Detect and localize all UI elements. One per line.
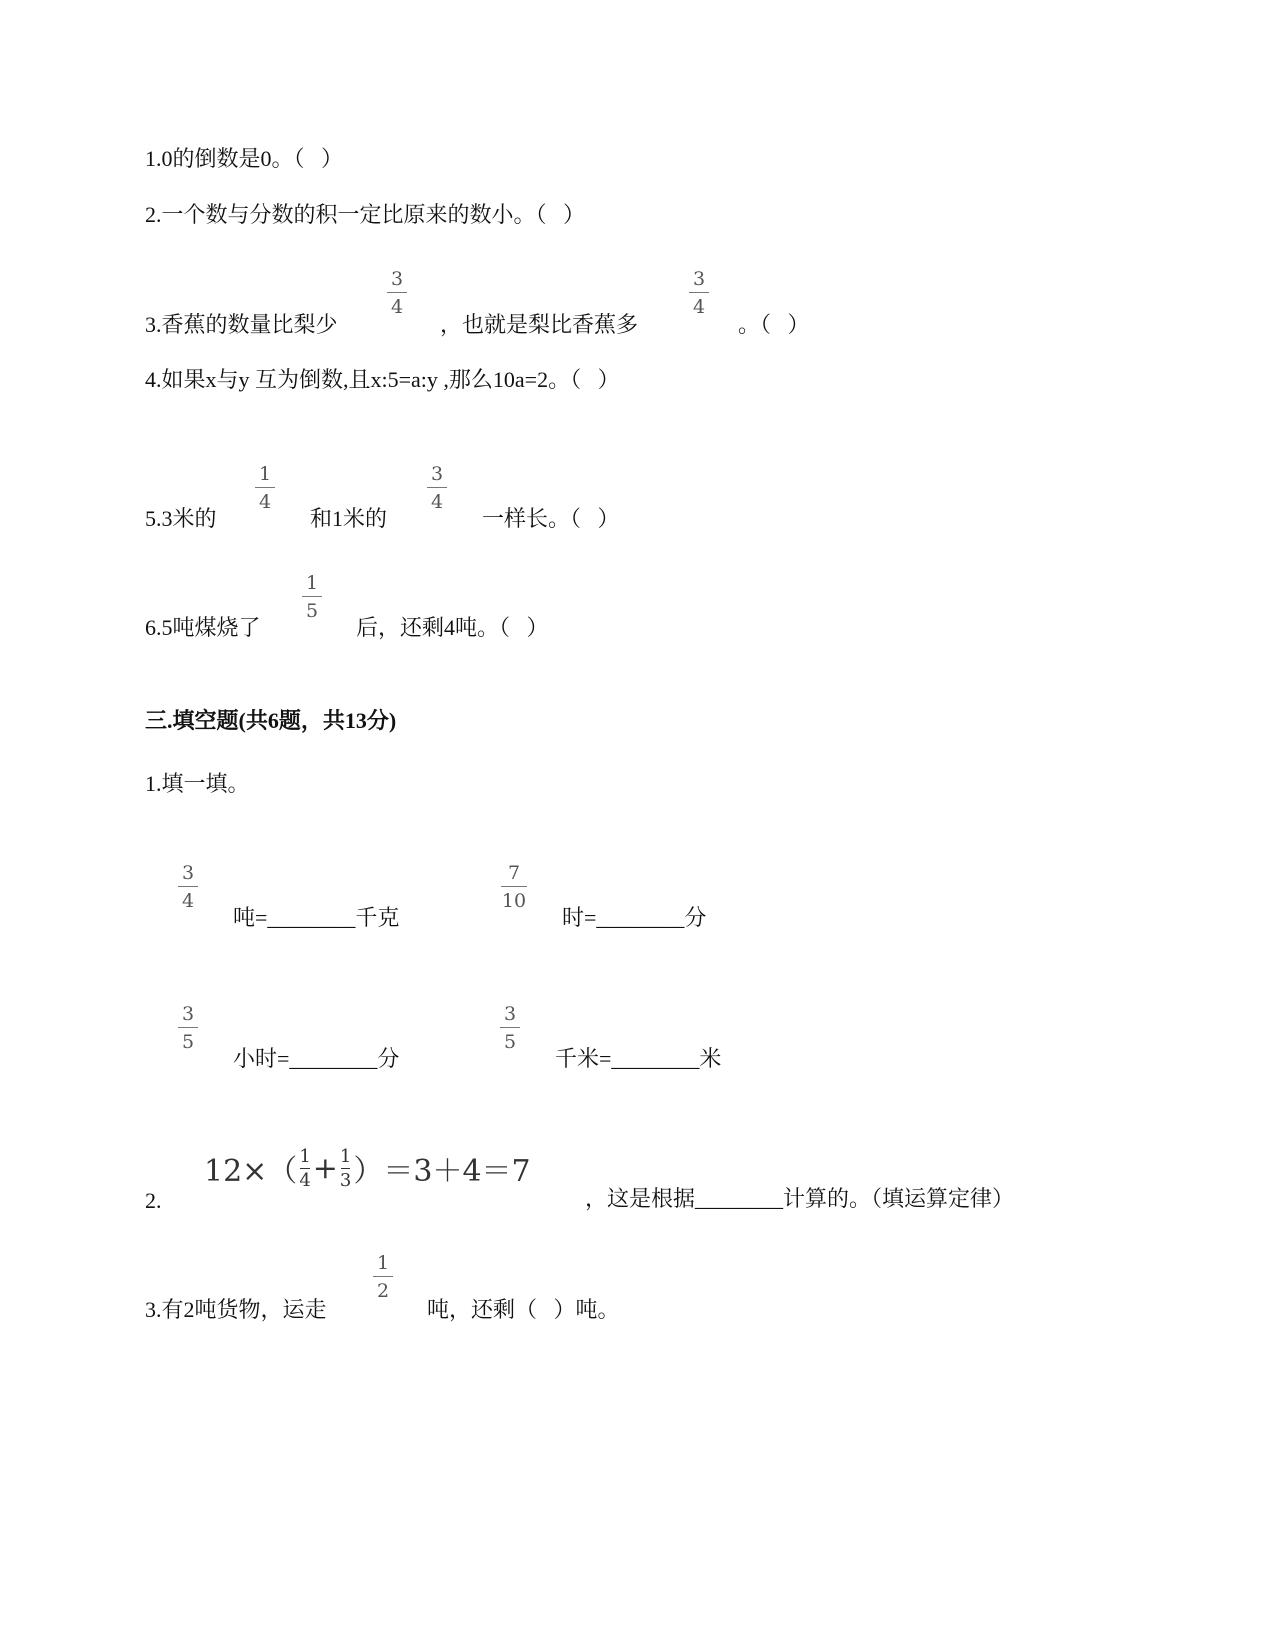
fraction	[382, 268, 412, 318]
fraction-bar	[178, 886, 198, 887]
section-title: 三.填空题(共6题，共13分)	[145, 708, 397, 733]
fill-q2-label: 2.	[145, 1188, 162, 1213]
judge-q2: 2.一个数与分数的积一定比原来的数小。（ ）	[145, 202, 586, 227]
fraction	[368, 1252, 398, 1302]
fraction-bar	[373, 1276, 393, 1277]
fraction-denominator: 10	[501, 890, 527, 912]
fraction	[340, 1147, 351, 1190]
fill-item: 时=________分	[562, 905, 707, 930]
fraction-denominator: 4	[181, 890, 195, 912]
fill-q3-part-b: 吨，还剩（ ）吨。	[427, 1297, 620, 1322]
judge-q3-part-c: 。（ ）	[738, 312, 810, 337]
fraction-numerator: 1	[339, 1145, 352, 1167]
formula-lead: 12×（	[204, 1154, 298, 1189]
judge-q1: 1.0的倒数是0。（ ）	[145, 146, 344, 171]
fraction	[297, 572, 327, 622]
judge-q6-part-b: 后，还剩4吨。（ ）	[356, 615, 549, 640]
judge-q3-part-a: 3.香蕉的数量比梨少	[145, 312, 338, 337]
fraction	[684, 268, 714, 318]
fraction-numerator: 1	[258, 463, 272, 485]
fraction-denominator: 5	[181, 1031, 195, 1053]
fraction-bar	[501, 886, 527, 887]
fraction-bar	[387, 292, 407, 293]
fraction-bar	[341, 1168, 350, 1169]
fraction	[250, 463, 280, 513]
fraction-numerator: 3	[692, 268, 706, 290]
fraction-bar	[500, 1027, 520, 1028]
judge-q4: 4.如果x与y 互为倒数,且x:5=a:y ,那么10a=2。（ ）	[145, 367, 620, 392]
fraction-denominator: 4	[299, 1169, 311, 1191]
fill-item: 小时=________分	[233, 1046, 400, 1071]
fraction-numerator: 7	[507, 862, 521, 884]
fraction-numerator: 1	[376, 1252, 390, 1274]
fraction	[173, 862, 203, 912]
fraction-denominator: 5	[503, 1031, 517, 1053]
formula-tail: ）＝3＋4＝7	[353, 1154, 531, 1189]
fill-item: 吨=________千克	[233, 905, 400, 930]
fraction-numerator: 3	[181, 862, 195, 884]
fraction-denominator: 4	[430, 491, 444, 513]
fraction-numerator: 1	[305, 572, 319, 594]
fraction-numerator: 3	[430, 463, 444, 485]
fill-q1-label: 1.填一填。	[145, 771, 250, 796]
fraction-numerator: 3	[503, 1003, 517, 1025]
judge-q5-part-a: 5.3米的	[145, 506, 217, 531]
fill-q3-part-a: 3.有2吨货物，运走	[145, 1297, 327, 1322]
judge-q3-part-b: ，也就是梨比香蕉多	[440, 312, 639, 337]
judge-q5-part-c: 一样长。（ ）	[482, 506, 620, 531]
fraction	[299, 1147, 310, 1190]
fraction-numerator: 3	[181, 1003, 195, 1025]
fraction	[422, 463, 452, 513]
judge-q5-part-b: 和1米的	[310, 506, 388, 531]
fraction-bar	[300, 1168, 309, 1169]
fraction-numerator: 3	[390, 268, 404, 290]
judge-q6-part-a: 6.5吨煤烧了	[145, 615, 261, 640]
fraction-numerator: 1	[299, 1145, 311, 1167]
fraction-denominator: 4	[692, 296, 706, 318]
fraction-bar	[255, 487, 275, 488]
fraction-denominator: 5	[305, 600, 319, 622]
fraction-denominator: 3	[339, 1169, 352, 1191]
fraction-bar	[302, 596, 322, 597]
fraction	[495, 1003, 525, 1053]
formula	[204, 1142, 531, 1194]
fill-q2-text: ，这是根据________计算的。（填运算定律）	[585, 1186, 1015, 1211]
fraction	[496, 862, 532, 912]
fraction-denominator: 4	[258, 491, 272, 513]
fraction-denominator: 2	[376, 1280, 390, 1302]
fill-item: 千米=________米	[555, 1046, 722, 1071]
fraction-denominator: 4	[390, 296, 404, 318]
fraction-bar	[689, 292, 709, 293]
formula-plus: +	[312, 1150, 338, 1186]
fraction-bar	[427, 487, 447, 488]
fraction	[173, 1003, 203, 1053]
fraction-bar	[178, 1027, 198, 1028]
